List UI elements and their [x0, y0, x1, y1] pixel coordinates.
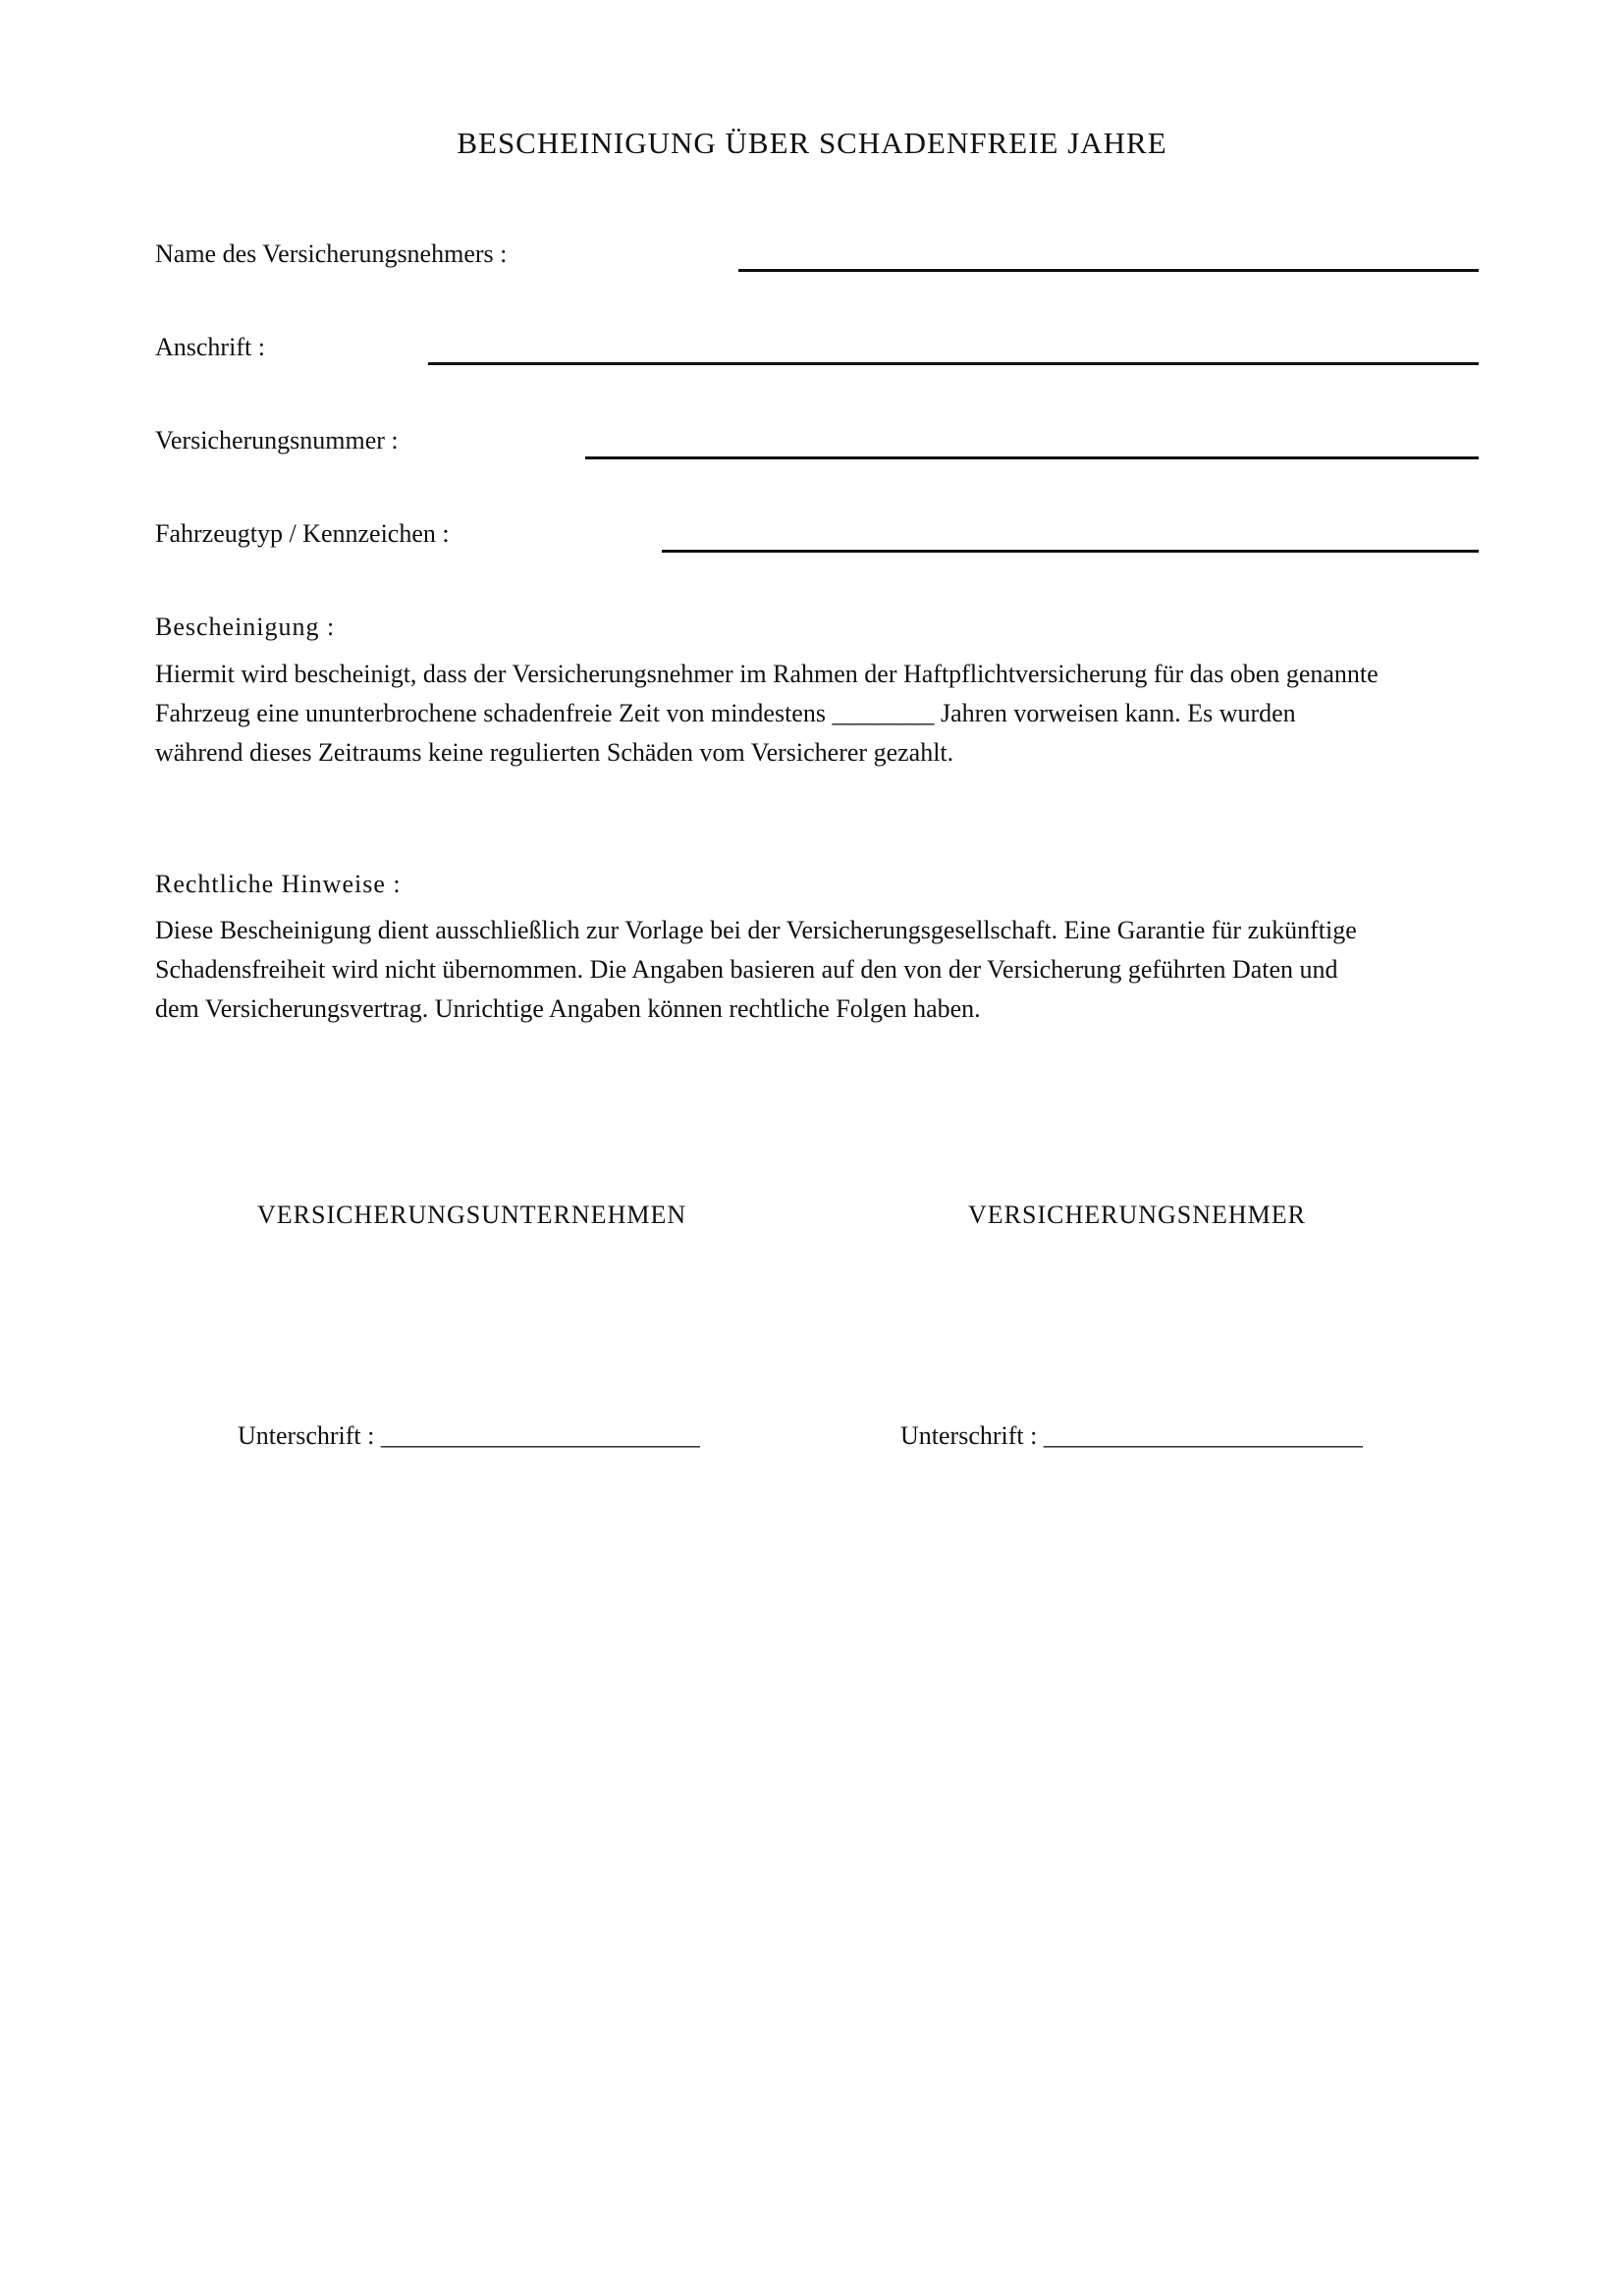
address-field[interactable] [428, 362, 1479, 365]
policyholder-heading: VERSICHERUNGSNEHMER [968, 1201, 1307, 1229]
name-label: Name des Versicherungsnehmers : [155, 240, 508, 268]
certificate-text [155, 655, 1481, 773]
certificate-line: während dieses Zeitraums keine regulierten Schäden vom Versicherer gezahlt. [155, 738, 954, 767]
legal-heading: Rechtliche Hinweise : [155, 870, 402, 898]
address-label: Anschrift : [155, 333, 265, 361]
insurer-heading: VERSICHERUNGSUNTERNEHMEN [257, 1201, 687, 1229]
certificate-line: Hiermit wird bescheinigt, dass der Versicherungsnehmer im Rahmen der Haftpflichtversicherung für das oben genannte [155, 660, 1379, 688]
policy-number-label: Versicherungsnummer : [155, 426, 399, 454]
legal-line: Schadensfreiheit wird nicht übernommen. Die Angaben basieren auf den von der Versicherung geführten Daten und [155, 955, 1338, 984]
document-title: BESCHEINIGUNG ÜBER SCHADENFREIE JAHRE [457, 126, 1167, 160]
insurer-signature-field[interactable]: Unterschrift : _________________________ [238, 1421, 700, 1450]
certificate-heading: Bescheinigung : [155, 613, 336, 641]
legal-line: Diese Bescheinigung dient ausschließlich zur Vorlage bei der Versicherungsgesellschaft. Eine Garantie für zukünftige [155, 916, 1357, 944]
vehicle-label: Fahrzeugtyp / Kennzeichen : [155, 519, 450, 548]
policyholder-signature-field[interactable]: Unterschrift : _________________________ [900, 1421, 1363, 1450]
name-field[interactable] [738, 269, 1479, 272]
legal-line: dem Versicherungsvertrag. Unrichtige Angaben können rechtliche Folgen haben. [155, 994, 981, 1023]
legal-text [155, 911, 1481, 1029]
policy-number-field[interactable] [585, 456, 1479, 459]
vehicle-field[interactable] [662, 550, 1479, 553]
certificate-line: Fahrzeug eine ununterbrochene schadenfreie Zeit von mindestens ________ Jahren vorweisen kann. Es wurden [155, 699, 1296, 727]
